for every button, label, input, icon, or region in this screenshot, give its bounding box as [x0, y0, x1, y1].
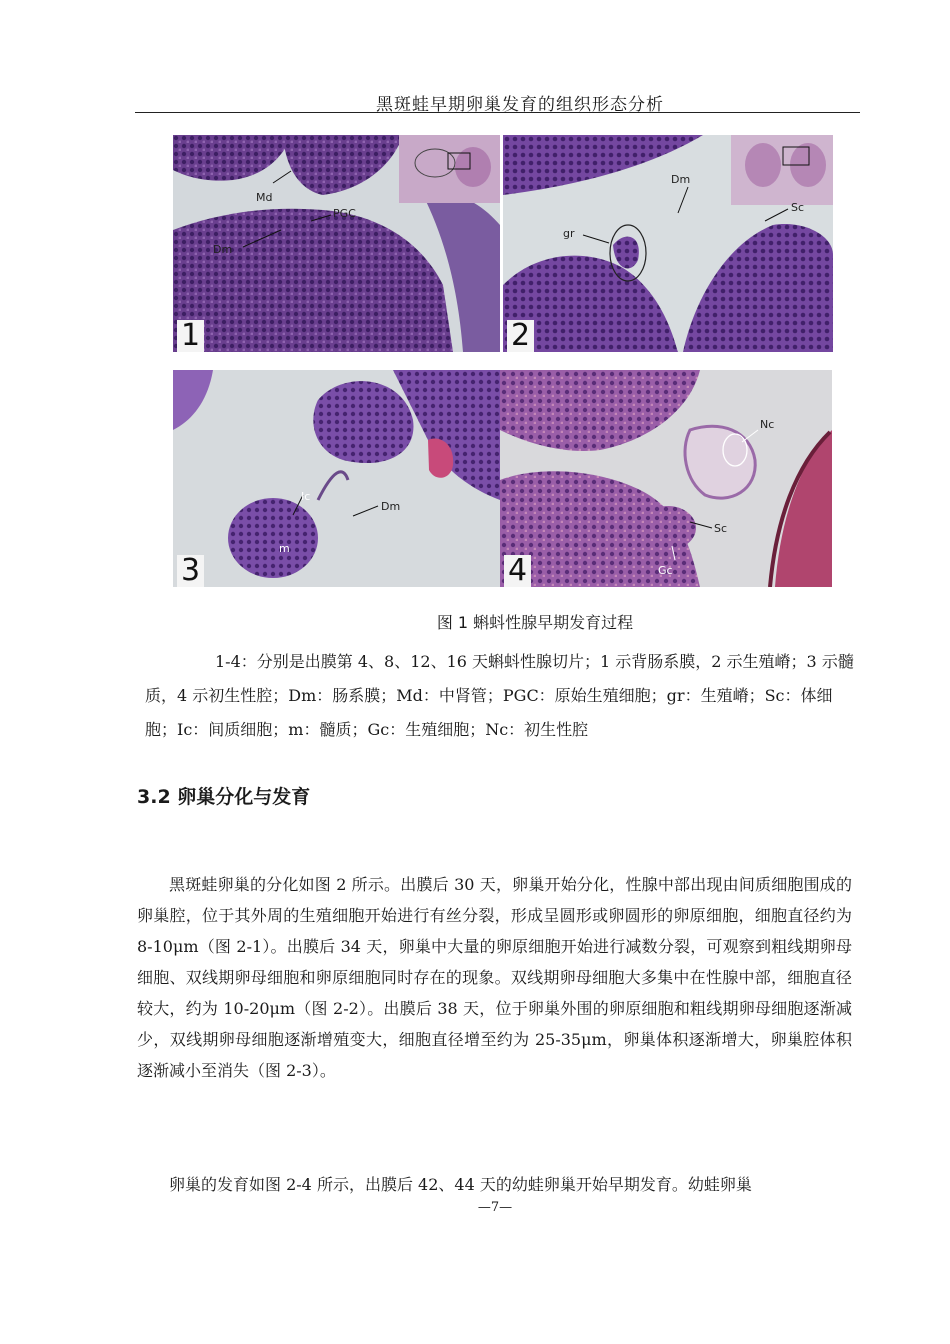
label-dm: Dm	[671, 173, 691, 186]
label-gr: gr	[563, 227, 575, 240]
label-ic: Ic	[301, 490, 311, 503]
page-number: —7—	[477, 1200, 513, 1215]
figure-caption: 图 1 蝌蚪性腺早期发育过程	[436, 613, 634, 632]
figure-panel-2	[503, 135, 833, 352]
running-header: 黑斑蛙早期卵巢发育的组织形态分析	[376, 95, 664, 115]
panel-number: 1	[177, 320, 204, 352]
micrograph-4	[500, 370, 832, 587]
label-dm: Dm	[213, 243, 233, 256]
label-md: Md	[256, 191, 273, 204]
label-m: m	[279, 542, 290, 555]
figure-note-text: 1-4：分别是出膜第 4、8、12、16 天蝌蚪性腺切片；1 示背肠系膜，2 示生殖嵴；3 示髓质，4 示初生性腔；Dm：肠系膜；Md：中肾管；PGC：原始生殖细胞；gr：生殖嵴；Sc：体细胞；Ic：间质细胞；m：髓质；Gc：生殖细胞；Nc：初生性腔	[145, 652, 854, 739]
figure-panel-3	[173, 370, 500, 587]
label-sc: Sc	[714, 522, 728, 535]
label-sc: Sc	[791, 201, 805, 214]
label-nc: Nc	[760, 418, 775, 431]
panel-number: 3	[177, 555, 204, 587]
label-gc: Gc	[658, 564, 673, 577]
body-paragraph: 黑斑蛙卵巢的分化如图 2 所示。出膜后 30 天，卵巢开始分化，性腺中部出现由间质细胞围成的卵巢腔，位于其外周的生殖细胞开始进行有丝分裂，形成呈圆形或卵圆形的卵原细胞，细胞直径约为 8-10μm（图 2-1）。出膜后 34 天，卵巢中大量的卵原细胞开始进行减数分裂，可观察到粗线期卵母细胞、双线期卵母细胞和卵原细胞同时存在的现象。双线期卵母细胞大多集中在性腺中部，细胞直径较大，约为 10-20μm（图 2-2）。出膜后 38 天，位于卵巢外围的卵原细胞和粗线期卵母细胞逐渐减少，双线期卵母细胞逐渐增殖变大，细胞直径增至约为 25-35μm，卵巢体积逐渐增大，卵巢腔体积逐渐减小至消失（图 2-3）。	[137, 875, 852, 1080]
label-pgc: PGC	[333, 207, 356, 220]
micrograph-3	[173, 370, 500, 587]
body-paragraph: 卵巢的发育如图 2-4 所示，出膜后 42、44 天的幼蛙卵巢开始早期发育。幼蛙卵巢	[169, 1175, 752, 1194]
label-dm: Dm	[381, 500, 401, 513]
micrograph-2	[503, 135, 833, 352]
header-rule	[135, 112, 860, 113]
panel-number: 4	[504, 555, 531, 587]
figure-panel-4	[500, 370, 832, 587]
figure-panel-1	[173, 135, 500, 352]
panel-number: 2	[507, 320, 534, 352]
figure-note	[145, 645, 860, 747]
section-heading: 3.2 卵巢分化与发育	[137, 786, 311, 808]
